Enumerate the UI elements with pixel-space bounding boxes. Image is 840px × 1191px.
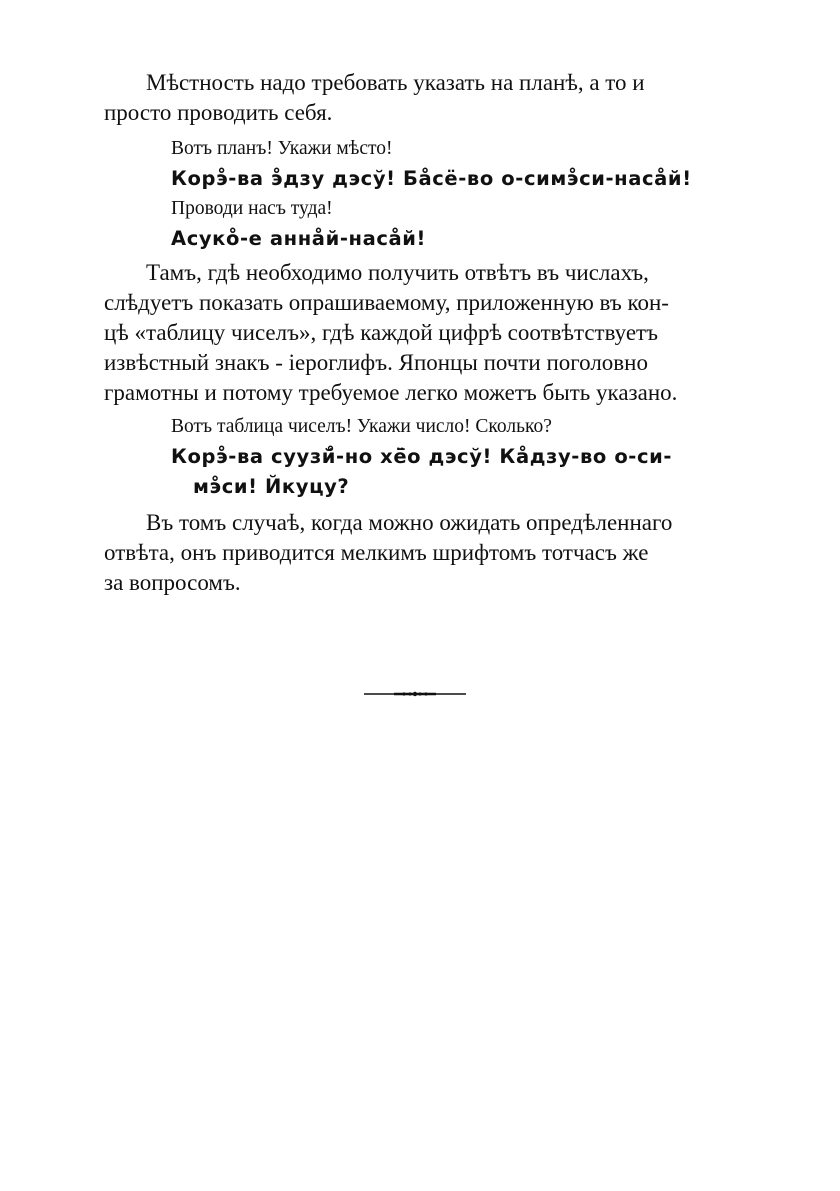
paragraph-numbers xyxy=(104,258,734,408)
paragraph-line: цѣ «таблицу чиселъ», гдѣ каждой цифрѣ соотвѣтствуетъ xyxy=(104,320,658,345)
paragraph-line: Мѣстность надо требовать указать на планѣ, а то и xyxy=(146,70,645,95)
paragraph-answer xyxy=(104,508,734,598)
ornament-divider-icon xyxy=(364,690,466,698)
phrase-japanese: Корэ̊-ва э̊дзу дэсў! Ба̊сё-во о-симэ̊си-наса̊й! xyxy=(171,167,692,190)
paragraph-line: Въ томъ случаѣ, когда можно ожидать опредѣленнаго xyxy=(146,510,673,535)
phrase-japanese-line: Корэ̊-ва суузй̊-но хё̄о дэсў! Ка̊дзу-во о-си- xyxy=(171,445,673,468)
phrase-japanese-line: мэ̊си! Йкуцу? xyxy=(193,475,350,498)
paragraph-line: Тамъ, гдѣ необходимо получить отвѣтъ въ числахъ, xyxy=(146,260,649,285)
phrase-japanese: Асуко̊-е анна̊й-наса̊й! xyxy=(171,227,427,250)
paragraph-line: слѣдуетъ показать опрашиваемому, приложенную въ кон- xyxy=(104,290,669,315)
phrase-japanese-wrapped xyxy=(171,442,732,502)
paragraph-line: просто проводить себя. xyxy=(104,100,333,125)
paragraph-line: грамотны и потому требуемое легко можетъ быть указано. xyxy=(104,380,678,405)
phrase-russian: Проводи насъ туда! xyxy=(171,198,333,219)
phrase-russian: Вотъ таблица чиселъ! Укажи число! Сколько? xyxy=(171,416,552,437)
paragraph-line: извѣстный знакъ - іероглифъ. Японцы почти поголовно xyxy=(104,350,648,375)
paragraph-line: отвѣта, онъ приводится мелкимъ шрифтомъ тотчасъ же xyxy=(104,540,649,565)
paragraph-line: за вопросомъ. xyxy=(104,570,241,595)
phrase-russian: Вотъ планъ! Укажи мѣсто! xyxy=(171,138,393,159)
paragraph-intro xyxy=(104,68,734,128)
